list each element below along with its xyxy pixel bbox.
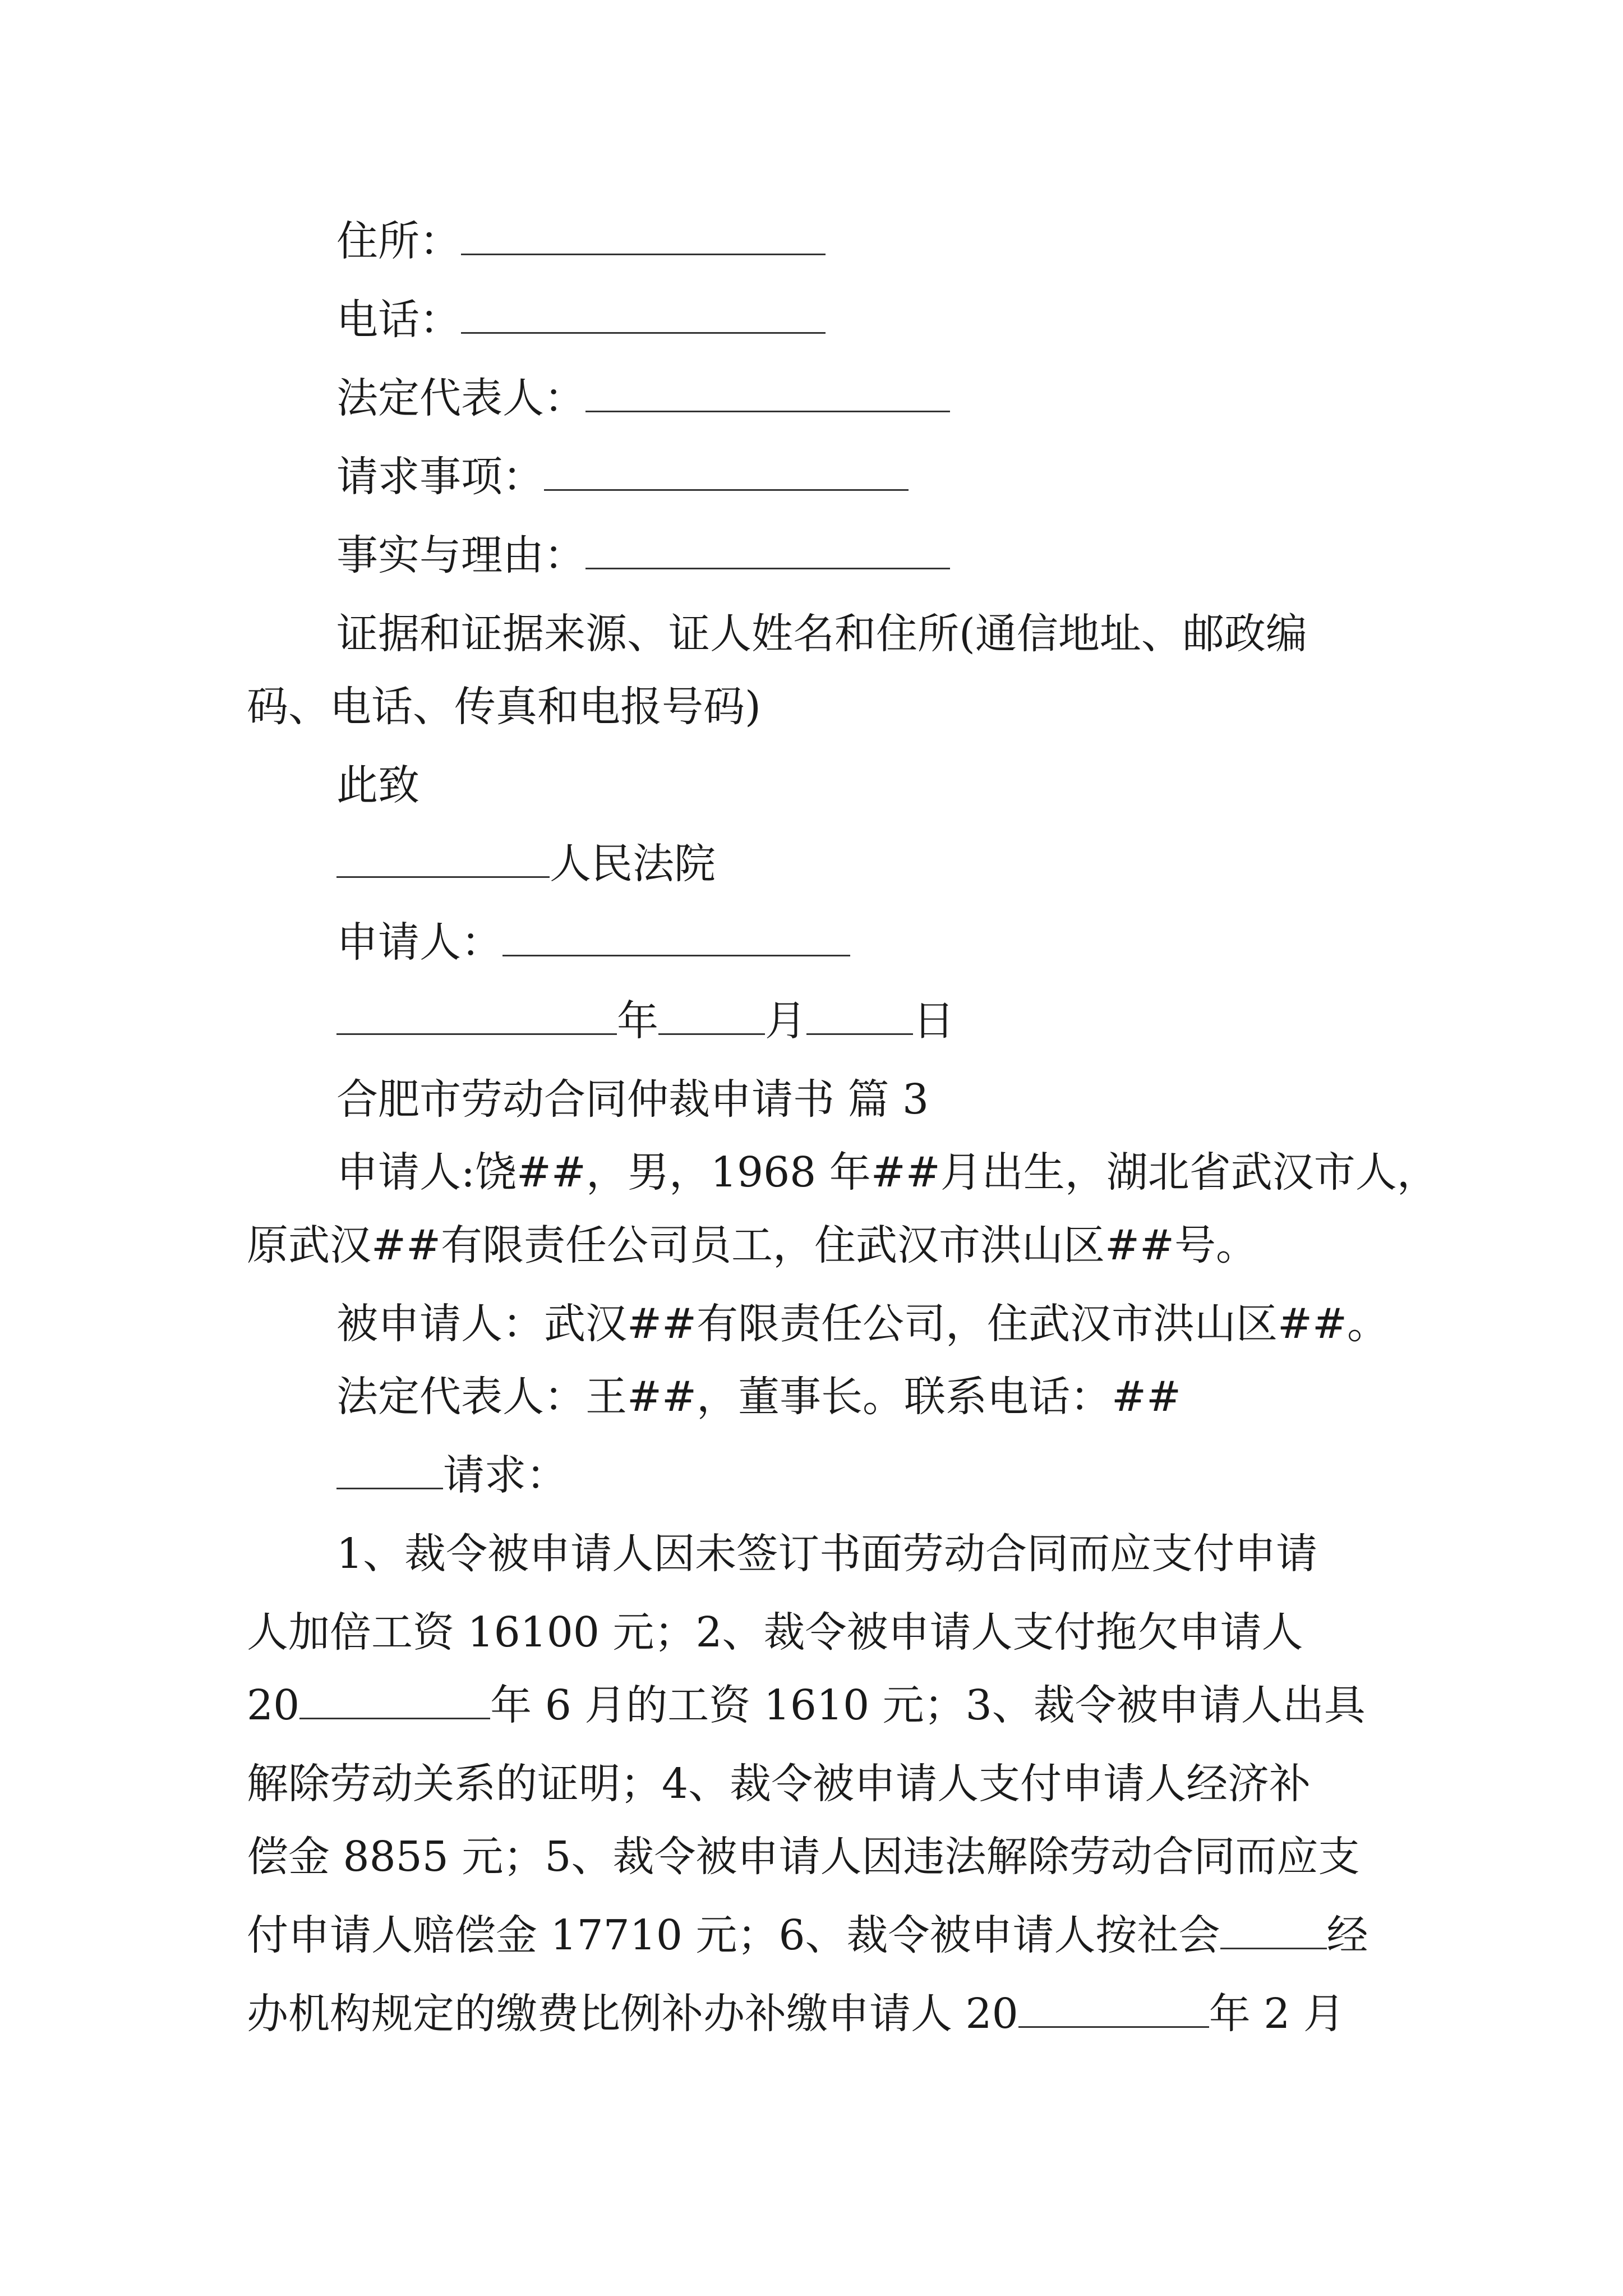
date-row [336, 993, 955, 1049]
request-blank[interactable] [336, 1453, 443, 1489]
applicant-info-line-1: 申请人:饶##，男，1968 年##月出生，湖北省武汉市人， [336, 1148, 1438, 1197]
claims-label: 请求事项： [336, 453, 544, 501]
request-row [336, 1447, 568, 1503]
applicant-row [336, 914, 850, 970]
phone-blank[interactable] [461, 297, 826, 334]
body-line-5: 偿金 8855 元；5、裁令被申请人因违法解除劳动合同而应支 [247, 1833, 1360, 1881]
address-label: 住所： [336, 217, 461, 265]
social-insurance-blank[interactable] [1220, 1913, 1327, 1949]
day-blank[interactable] [806, 999, 913, 1035]
request-label: 请求： [443, 1451, 568, 1499]
phone-row [336, 292, 826, 348]
facts-blank[interactable] [585, 533, 950, 569]
court-row [336, 836, 716, 892]
body-line-6-end: 经 [1326, 1911, 1368, 1959]
body-line-6-text: 付申请人赔偿金 17710 元；6、裁令被申请人按社会 [247, 1911, 1220, 1959]
body-line-1: 1、裁令被申请人因未签订书面劳动合同而应支付申请 [336, 1530, 1318, 1578]
applicant-label: 申请人： [336, 918, 502, 967]
body-line-4: 解除劳动关系的证明；4、裁令被申请人支付申请人经济补 [247, 1760, 1311, 1808]
legal-rep-info: 法定代表人：王##，董事长。联系电话：## [336, 1373, 1182, 1421]
body-line-7-text: 办机构规定的缴费比例补办补缴申请人 20 [247, 1990, 1018, 2038]
date-month-label: 月 [765, 997, 806, 1045]
phone-label: 电话： [336, 296, 461, 344]
year-suffix-blank-1[interactable] [299, 1683, 490, 1719]
claims-blank[interactable] [544, 454, 909, 491]
respondent-info: 被申请人：武汉##有限责任公司，住武汉市洪山区##。 [336, 1300, 1389, 1348]
court-name-blank[interactable] [336, 841, 550, 878]
date-day-label: 日 [913, 997, 955, 1045]
section-title: 合肥市劳动合同仲裁申请书 篇 3 [336, 1075, 929, 1124]
body-line-2: 人加倍工资 16100 元；2、裁令被申请人支付拖欠申请人 [247, 1608, 1303, 1657]
body-line-3-prefix: 20 [247, 1681, 300, 1729]
facts-label: 事实与理由： [336, 531, 585, 579]
evidence-line-1: 证据和证据来源、证人姓名和住所(通信地址、邮政编 [336, 610, 1307, 658]
year-suffix-blank-2[interactable] [1018, 1991, 1209, 2028]
month-blank[interactable] [658, 999, 765, 1035]
body-line-6 [247, 1907, 1368, 1963]
body-line-7-end: 年 2 月 [1209, 1990, 1345, 2038]
body-line-7 [247, 1986, 1345, 2042]
applicant-info-line-2: 原武汉##有限责任公司员工，住武汉市洪山区##号。 [247, 1221, 1258, 1269]
body-line-3-text: 年 6 月的工资 1610 元；3、裁令被申请人出具 [490, 1681, 1366, 1729]
salutation: 此致 [336, 761, 419, 809]
evidence-line-2: 码、电话、传真和电报号码) [247, 683, 761, 731]
applicant-blank[interactable] [502, 920, 850, 956]
address-row [336, 213, 826, 269]
body-line-3 [247, 1677, 1366, 1733]
year-blank[interactable] [336, 999, 617, 1035]
claims-row [336, 449, 909, 505]
court-suffix: 人民法院 [550, 840, 716, 888]
legal-rep-blank[interactable] [585, 376, 950, 412]
facts-row [336, 527, 950, 583]
legal-rep-row [336, 370, 950, 426]
address-blank[interactable] [461, 219, 826, 255]
date-year-label: 年 [617, 997, 658, 1045]
legal-rep-label: 法定代表人： [336, 374, 585, 422]
